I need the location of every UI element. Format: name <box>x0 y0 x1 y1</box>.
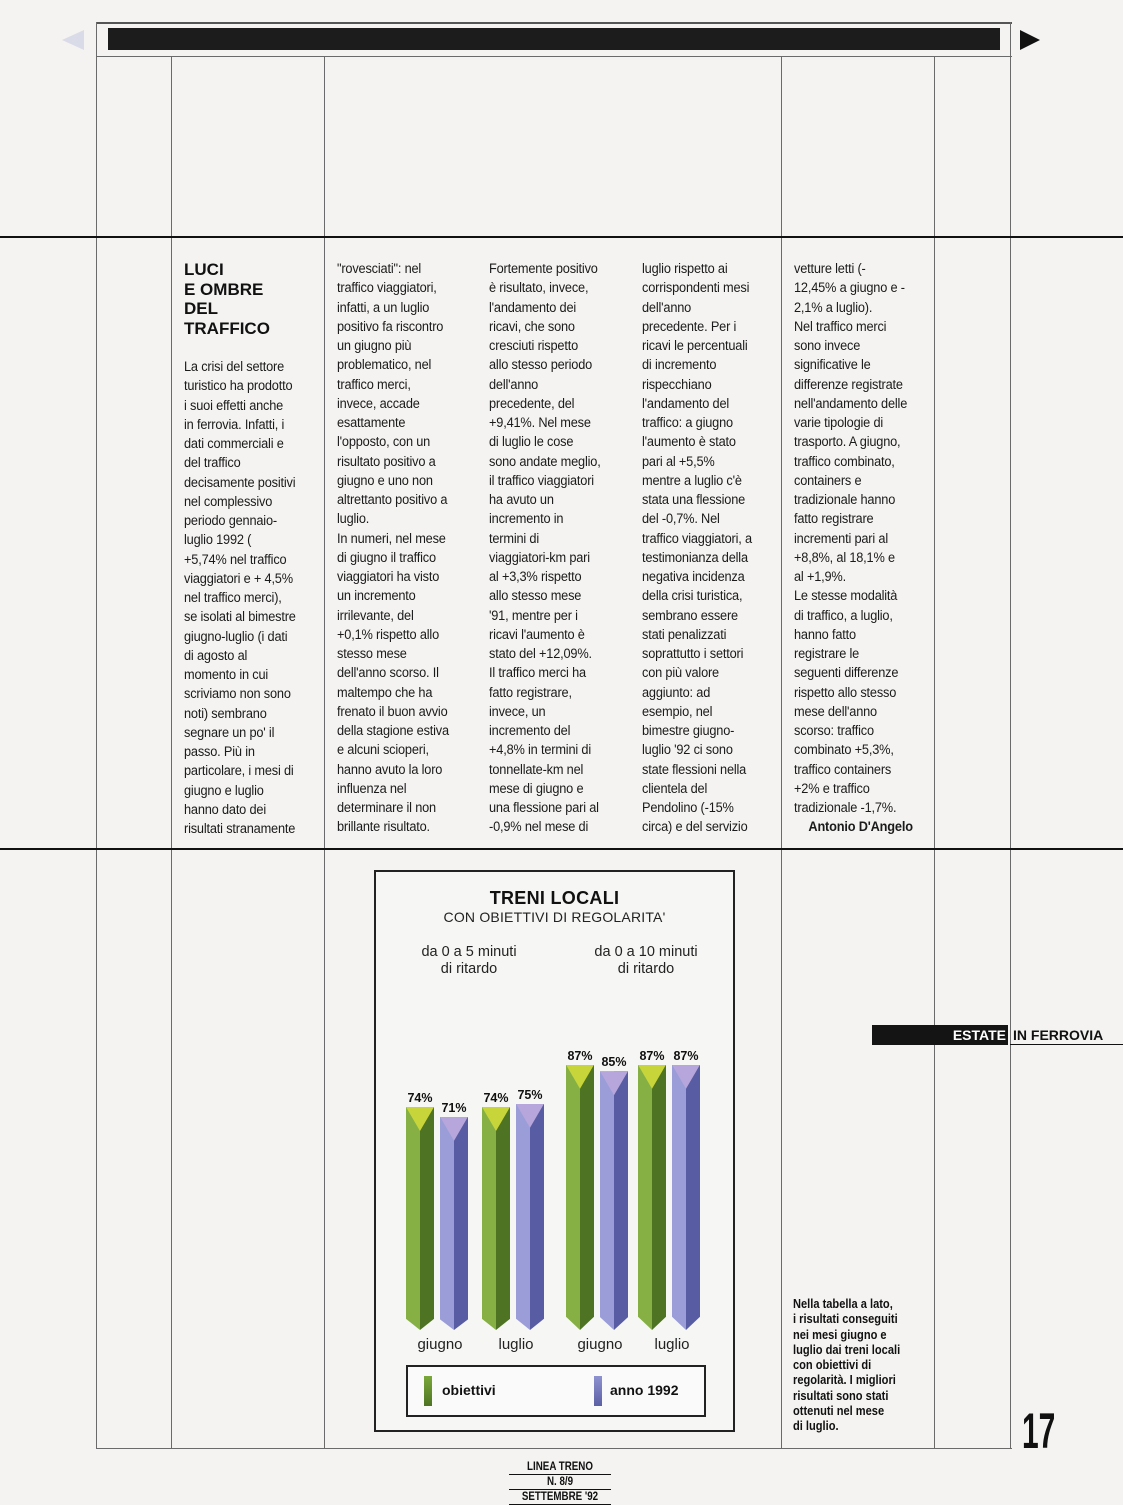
grid-line <box>96 238 97 848</box>
article-column-5-text: vetture letti (- 12,45% a giugno e - 2,1% a luglio). Nel traffico merci sono invece significative le differenze registrate nell'andamento delle varie tipologie di trasporto. A giugno, traffico combinato, containers e tradizionale hanno fatto registrare incrementi pari al +8,8%, al 18,1% e al +1,9%. Le stesse modalità di traffico, a luglio, hanno fatto registrare le seguenti differenze rispetto allo stesso mese dell'anno scorso: traffico combinato +5,3%, traffico containers +2% e traffico tradizionale -1,7%. <box>794 261 908 816</box>
chart-legend <box>406 1365 706 1417</box>
frame-rule <box>96 56 1012 57</box>
chart-treni-locali <box>374 870 735 1432</box>
x-tick-label: giugno <box>577 1336 623 1353</box>
x-tick-label: giugno <box>417 1336 463 1353</box>
footer-issue: N. 8/9 <box>509 1475 611 1490</box>
left-arrow-icon <box>62 30 84 50</box>
section-tab-light: IN FERROVIA <box>1010 1025 1123 1045</box>
bar-value-label: 74% <box>407 1091 433 1105</box>
article-headline: LUCI E OMBRE DEL TRAFFICO <box>184 260 270 338</box>
x-tick-label: luglio <box>498 1336 534 1353</box>
footer <box>509 1460 611 1505</box>
chart-title: TRENI LOCALI <box>489 888 620 908</box>
bar-obiettivi-3 <box>566 1065 594 1330</box>
band-bottom-line <box>0 848 1123 850</box>
bar-value-label: 74% <box>483 1091 509 1105</box>
legend-label-anno-1992: anno 1992 <box>610 1382 679 1398</box>
bar-value-label: 87% <box>567 1048 593 1063</box>
footer-date: SETTEMBRE '92 <box>509 1490 611 1505</box>
grid-line <box>171 238 172 848</box>
grid-line <box>1010 238 1011 848</box>
bar-value-label: 71% <box>441 1100 467 1115</box>
bar-obiettivi-4 <box>638 1065 666 1330</box>
bar-value-label: 75% <box>517 1087 543 1102</box>
legend-swatch-anno-1992 <box>594 1376 602 1406</box>
article-column-5 <box>794 260 929 838</box>
grid-line <box>781 238 782 848</box>
right-arrow-icon <box>1020 30 1040 50</box>
footer-magazine: LINEA TRENO <box>509 1460 611 1475</box>
bar-obiettivi-1 <box>406 1107 434 1330</box>
legend-swatch-obiettivi <box>424 1376 432 1406</box>
bar-value-label: 87% <box>639 1048 665 1063</box>
top-bar <box>108 28 1000 50</box>
chart-group-label-1: da 0 a 5 minuti di ritardo <box>421 944 517 977</box>
frame-bottom <box>96 1448 1012 1449</box>
grid-line <box>324 238 325 848</box>
chart-caption: Nella tabella a lato, i risultati conseguiti nei mesi giugno e luglio dai treni locali con obiettivi di regolarità. I migliori risultati sono stati ottenuti nel mese di luglio. <box>793 1297 901 1434</box>
grid-line <box>934 238 935 848</box>
bar-anno-1992-2 <box>516 1104 544 1330</box>
article-column-1: La crisi del settore turistico ha prodotto i suoi effetti anche in ferrovia. Infatti, i dati commerciali e del traffico decisamente positivi nel complessivo periodo gennaio- luglio 1992 ( +5,74% nel traffico viaggiatori e + 4,5% nel traffico merci), se isolati al bimestre giugno-luglio (i dati di agosto al momento in cui scriviamo non sono noti) sembrano segnare un po' il passo. Più in particolare, i mesi di giugno e luglio hanno dato dei risultati stranamente <box>184 359 296 837</box>
page-number: 17 <box>1022 1403 1056 1459</box>
section-tab-dark: ESTATE <box>872 1025 1008 1045</box>
article-column-4: luglio rispetto ai corrispondenti mesi dell'anno precedente. Per i ricavi le percentuali di incremento rispecchiano l'andamento del traffico: a giugno l'aumento è stato pari al +5,5% mentre a luglio c'è stata una flessione del -0,7%. Nel traffico viaggiatori, a testimonianza della negativa incidenza della crisi turistica, sembrano essere stati penalizzati soprattutto i settori con più valore aggiunto: ad esempio, nel bimestre giugno- luglio '92 ci sono state flessioni nella clientela del Pendolino (-15% circa) e del servizio <box>642 261 752 836</box>
bar-value-label: 87% <box>673 1048 699 1063</box>
article-author: Antonio D'Angelo <box>808 819 913 836</box>
article-column-3: Fortemente positivo è risultato, invece, l'andamento dei ricavi, che sono cresciuti rispetto allo stesso periodo dell'anno precedente, del +9,41%. Nel mese di luglio le cose sono andate meglio, il traffico viaggiatori ha avuto un incremento in termini di viaggiatori-km pari al +3,3% rispetto allo stesso mese '91, mentre per i ricavi l'aumento è stato del +12,09%. Il traffico merci ha fatto registrare, invece, un incremento del +4,8% in termini di tonnellate-km nel mese di giugno e una flessione pari al -0,9% nel mese di <box>489 261 601 836</box>
chart-subtitle: CON OBIETTIVI DI REGOLARITA' <box>443 909 666 925</box>
bar-value-label: 85% <box>601 1055 627 1070</box>
bar-anno-1992-3 <box>600 1071 628 1330</box>
bar-obiettivi-2 <box>482 1107 510 1330</box>
bar-anno-1992-1 <box>440 1117 468 1330</box>
x-tick-label: luglio <box>654 1336 690 1353</box>
chart-group-label-2: da 0 a 10 minuti di ritardo <box>594 944 698 977</box>
bar-anno-1992-4 <box>672 1065 700 1330</box>
article-column-2: "rovesciati": nel traffico viaggiatori, infatti, a un luglio positivo fa riscontro un giugno più problematico, nel traffico merci, invece, accade esattamente l'opposto, con un risultato positivo a giugno e uno non altrettanto positivo a luglio. In numeri, nel mese di giugno il traffico viaggiatori ha visto un incremento irrilevante, del +0,1% rispetto allo stesso mese dell'anno scorso. Il maltempo che ha frenato il buon avvio della stagione estiva e alcuni scioperi, hanno avuto la loro influenza nel determinare il non brillante risultato. <box>337 261 449 836</box>
frame-top <box>96 22 1012 24</box>
legend-label-obiettivi: obiettivi <box>442 1382 496 1398</box>
